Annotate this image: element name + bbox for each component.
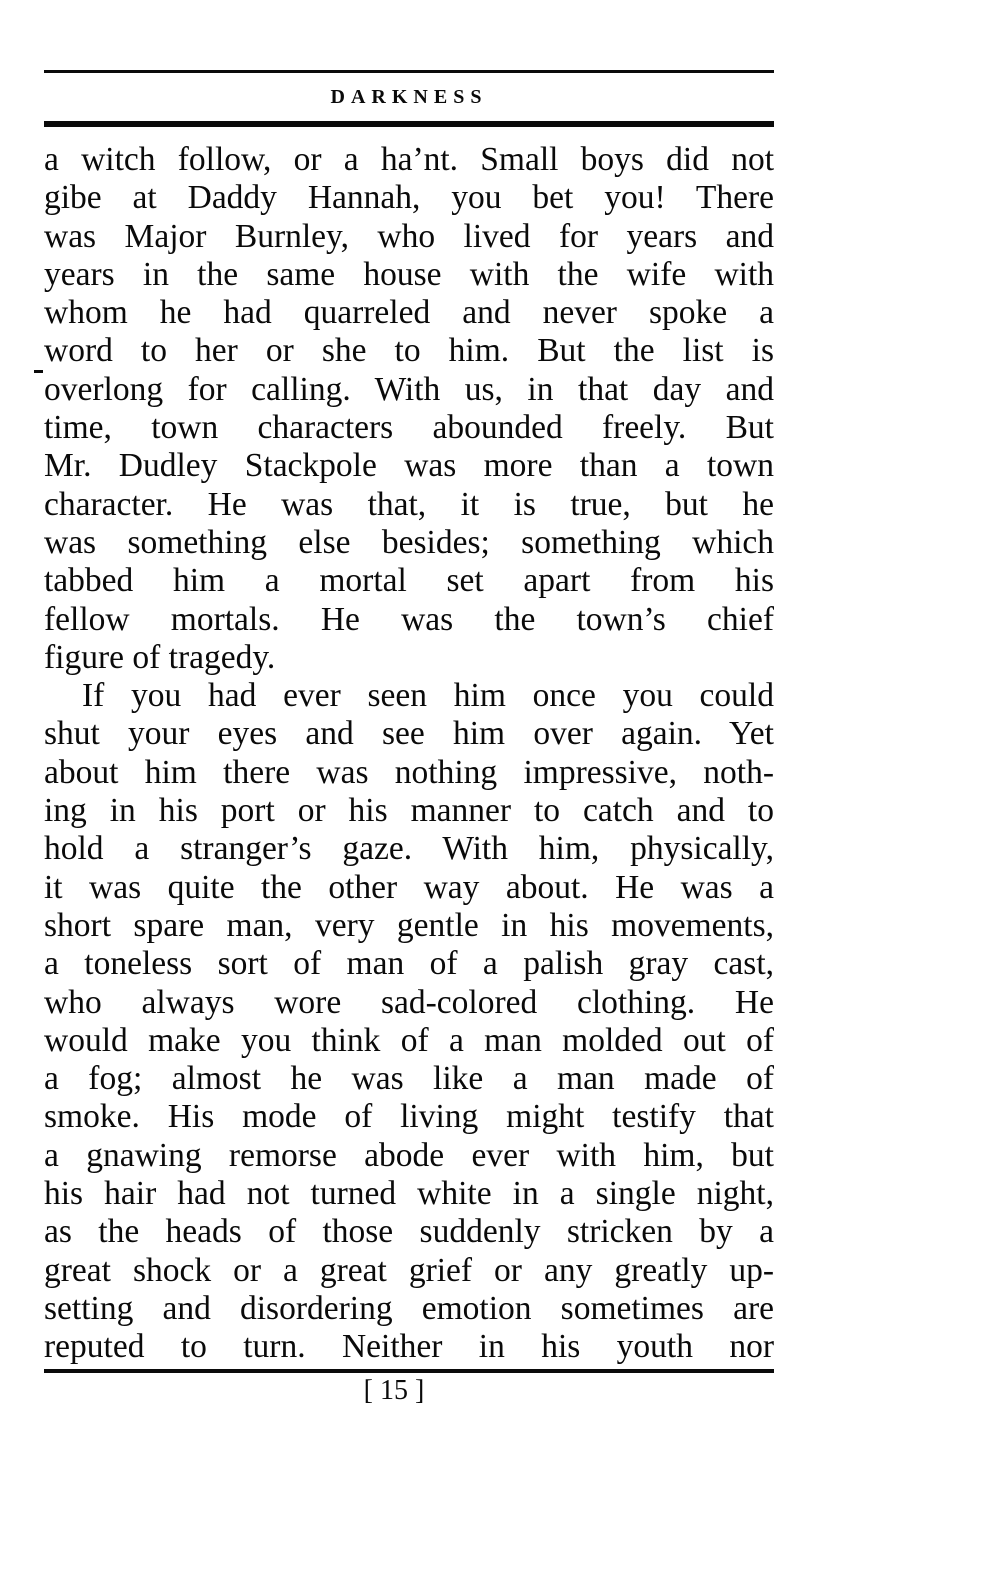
text-line: was something else besides; something which [44, 523, 774, 561]
text-line: a witch follow, or a ha’nt. Small boys did not [44, 141, 774, 178]
text-line: gibe at Daddy Hannah, you bet you! There [44, 179, 774, 217]
text-line: hold a stranger’s gaze. With him, physically, [44, 830, 774, 868]
text-line: as the heads of those suddenly stricken by a [44, 1213, 774, 1251]
text-line: great shock or a great grief or any greatly up- [44, 1251, 774, 1289]
text-line: his hair had not turned white in a single night, [44, 1175, 774, 1213]
text-line: who always wore sad-colored clothing. He [44, 983, 774, 1021]
footer-rule [44, 1369, 774, 1373]
text-line: smoke. His mode of living might testify that [44, 1098, 774, 1136]
page-number: [ 15 ] [363, 1374, 425, 1406]
text-line: character. He was that, it is true, but he [44, 485, 774, 523]
book-page [44, 70, 774, 1407]
text-line: a gnawing remorse abode ever with him, but [44, 1136, 774, 1174]
text-line: ing in his port or his manner to catch and to [44, 792, 774, 830]
running-header: DARKNESS [330, 85, 488, 108]
text-line: overlong for calling. With us, in that day and [44, 370, 774, 408]
text-line: word to her or she to him. But the list is [44, 332, 774, 370]
text-line: years in the same house with the wife with [44, 255, 774, 293]
text-line: shut your eyes and see him over again. Yet [44, 715, 774, 753]
text-line: fellow mortals. He was the town’s chief [44, 600, 774, 638]
text-line: a toneless sort of man of a palish gray cast, [44, 945, 774, 983]
margin-mark [34, 370, 43, 373]
text-line: would make you think of a man molded out of [44, 1021, 774, 1059]
text-line: reputed to turn. Neither in his youth nor [44, 1328, 774, 1366]
text-line: tabbed him a mortal set apart from his [44, 562, 774, 600]
text-line: about him there was nothing impressive, noth- [44, 753, 774, 791]
text-line: setting and disordering emotion sometimes are [44, 1289, 774, 1327]
text-line: short spare man, very gentle in his movements, [44, 906, 774, 944]
paragraph-start-line: If you had ever seen him once you could [82, 677, 774, 715]
text-line: Mr. Dudley Stackpole was more than a town [44, 447, 774, 485]
text-line: a fog; almost he was like a man made of [44, 1060, 774, 1098]
text-line: whom he had quarreled and never spoke a [44, 294, 774, 332]
header-bottom-rule [44, 121, 774, 127]
paragraph-end-line: figure of tragedy. [44, 638, 276, 676]
text-line: it was quite the other way about. He was a [44, 868, 774, 906]
text-line: time, town characters abounded freely. But [44, 409, 774, 447]
text-line: was Major Burnley, who lived for years and [44, 217, 774, 255]
body-text [44, 141, 774, 1367]
